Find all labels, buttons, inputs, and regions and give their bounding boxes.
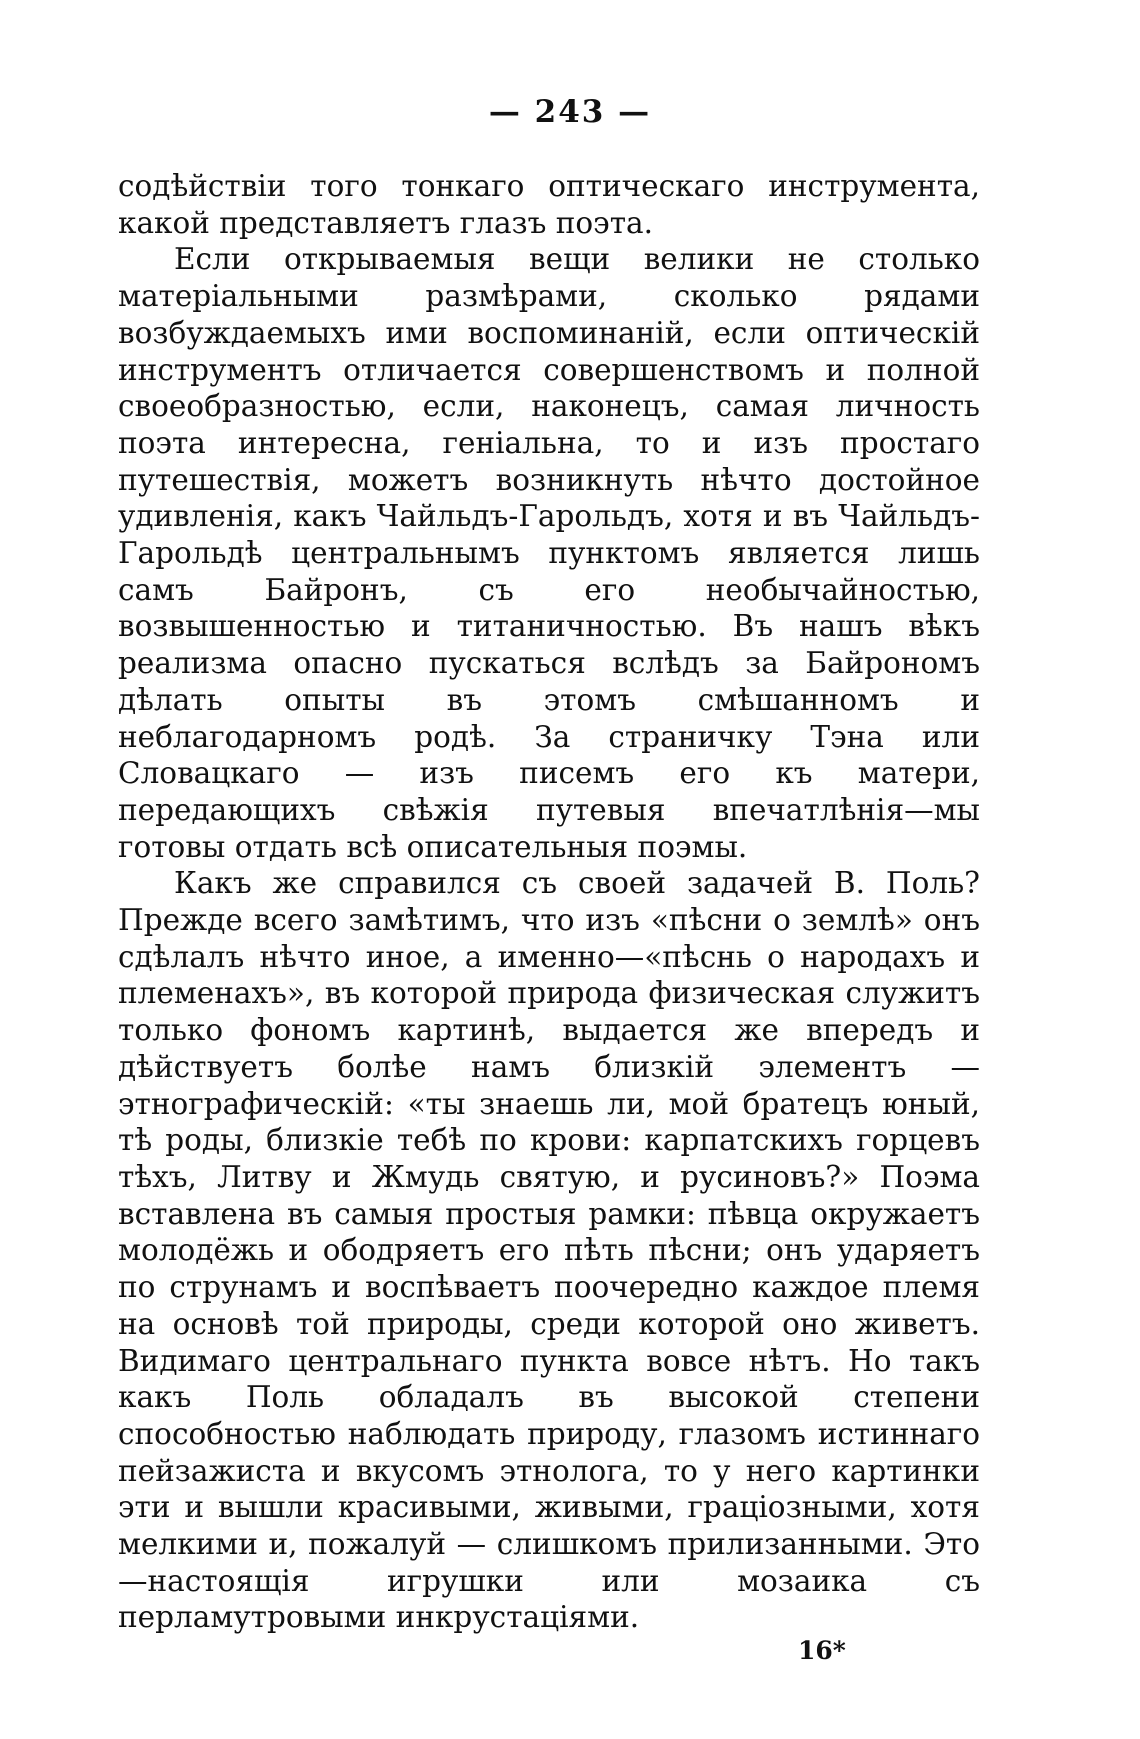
paragraph-byron: Если открываемыя вещи велики не столько матеріальными размѣрами, сколько рядами возбуждаемыхъ ими воспоминаній, если оптическій инструментъ отличается совершенствомъ и полной своеобразностью, если, наконецъ, самая личность поэта интересна, геніальна, то и изъ простаго путешествія, можетъ возникнуть нѣчто достойное удивленія, какъ Чайльдъ-Гарольдъ, хотя и въ Чайльдъ-Гарольдѣ центральнымъ пунктомъ является лишь самъ Байронъ, съ его необычайностью, возвышенностью и титаничностью. Въ нашъ вѣкъ реализма опасно пускаться вслѣдъ за Байрономъ дѣлать опыты въ этомъ смѣшанномъ и неблагодарномъ родѣ. За страничку Тэна или Словацкаго — изъ писемъ его къ матери, передающихъ свѣжія путевыя впечатлѣнія—мы готовы отдать всѣ описательныя поэмы. (118, 242, 980, 864)
paragraph-pol: Какъ же справился съ своей задачей В. Поль? Прежде всего замѣтимъ, что изъ «пѣсни о землѣ» онъ сдѣлалъ нѣчто иное, а именно—«пѣснь о народахъ и племенахъ», въ которой природа физическая служитъ только фономъ картинѣ, выдается же впередъ и дѣйствуетъ болѣе намъ близкій элементъ — этнографическій: «ты знаешь ли, мой братецъ юный, тѣ роды, близкіе тебѣ по крови: карпатскихъ горцевъ тѣхъ, Литву и Жмудь святую, и русиновъ?» Поэма вставлена въ самыя простыя рамки: пѣвца окружаетъ молодёжь и ободряетъ его пѣть пѣсни; онъ ударяетъ по струнамъ и воспѣваетъ поочередно каждое племя на основѣ той природы, среди которой оно живетъ. Видимаго центральнаго пункта вовсе нѣтъ. Но такъ какъ Поль обладалъ въ высокой степени способностью наблюдать природу, глазомъ истиннаго пейзажиста и вкусомъ этнолога, то у него картинки эти и вышли красивыми, живыми, граціозными, хотя мелкими и, пожалуй — слишкомъ прилизанными. Это—настоящія игрушки или мозаика съ перламутровыми инкрустаціями. (118, 866, 980, 1635)
body-text (118, 168, 980, 1636)
page-number: — 243 — (488, 94, 652, 130)
paragraph-continued: содѣйствіи того тонкаго оптическаго инструмента, какой представляетъ глазъ поэта. (118, 169, 980, 240)
signature-mark: 16* (798, 1636, 846, 1665)
